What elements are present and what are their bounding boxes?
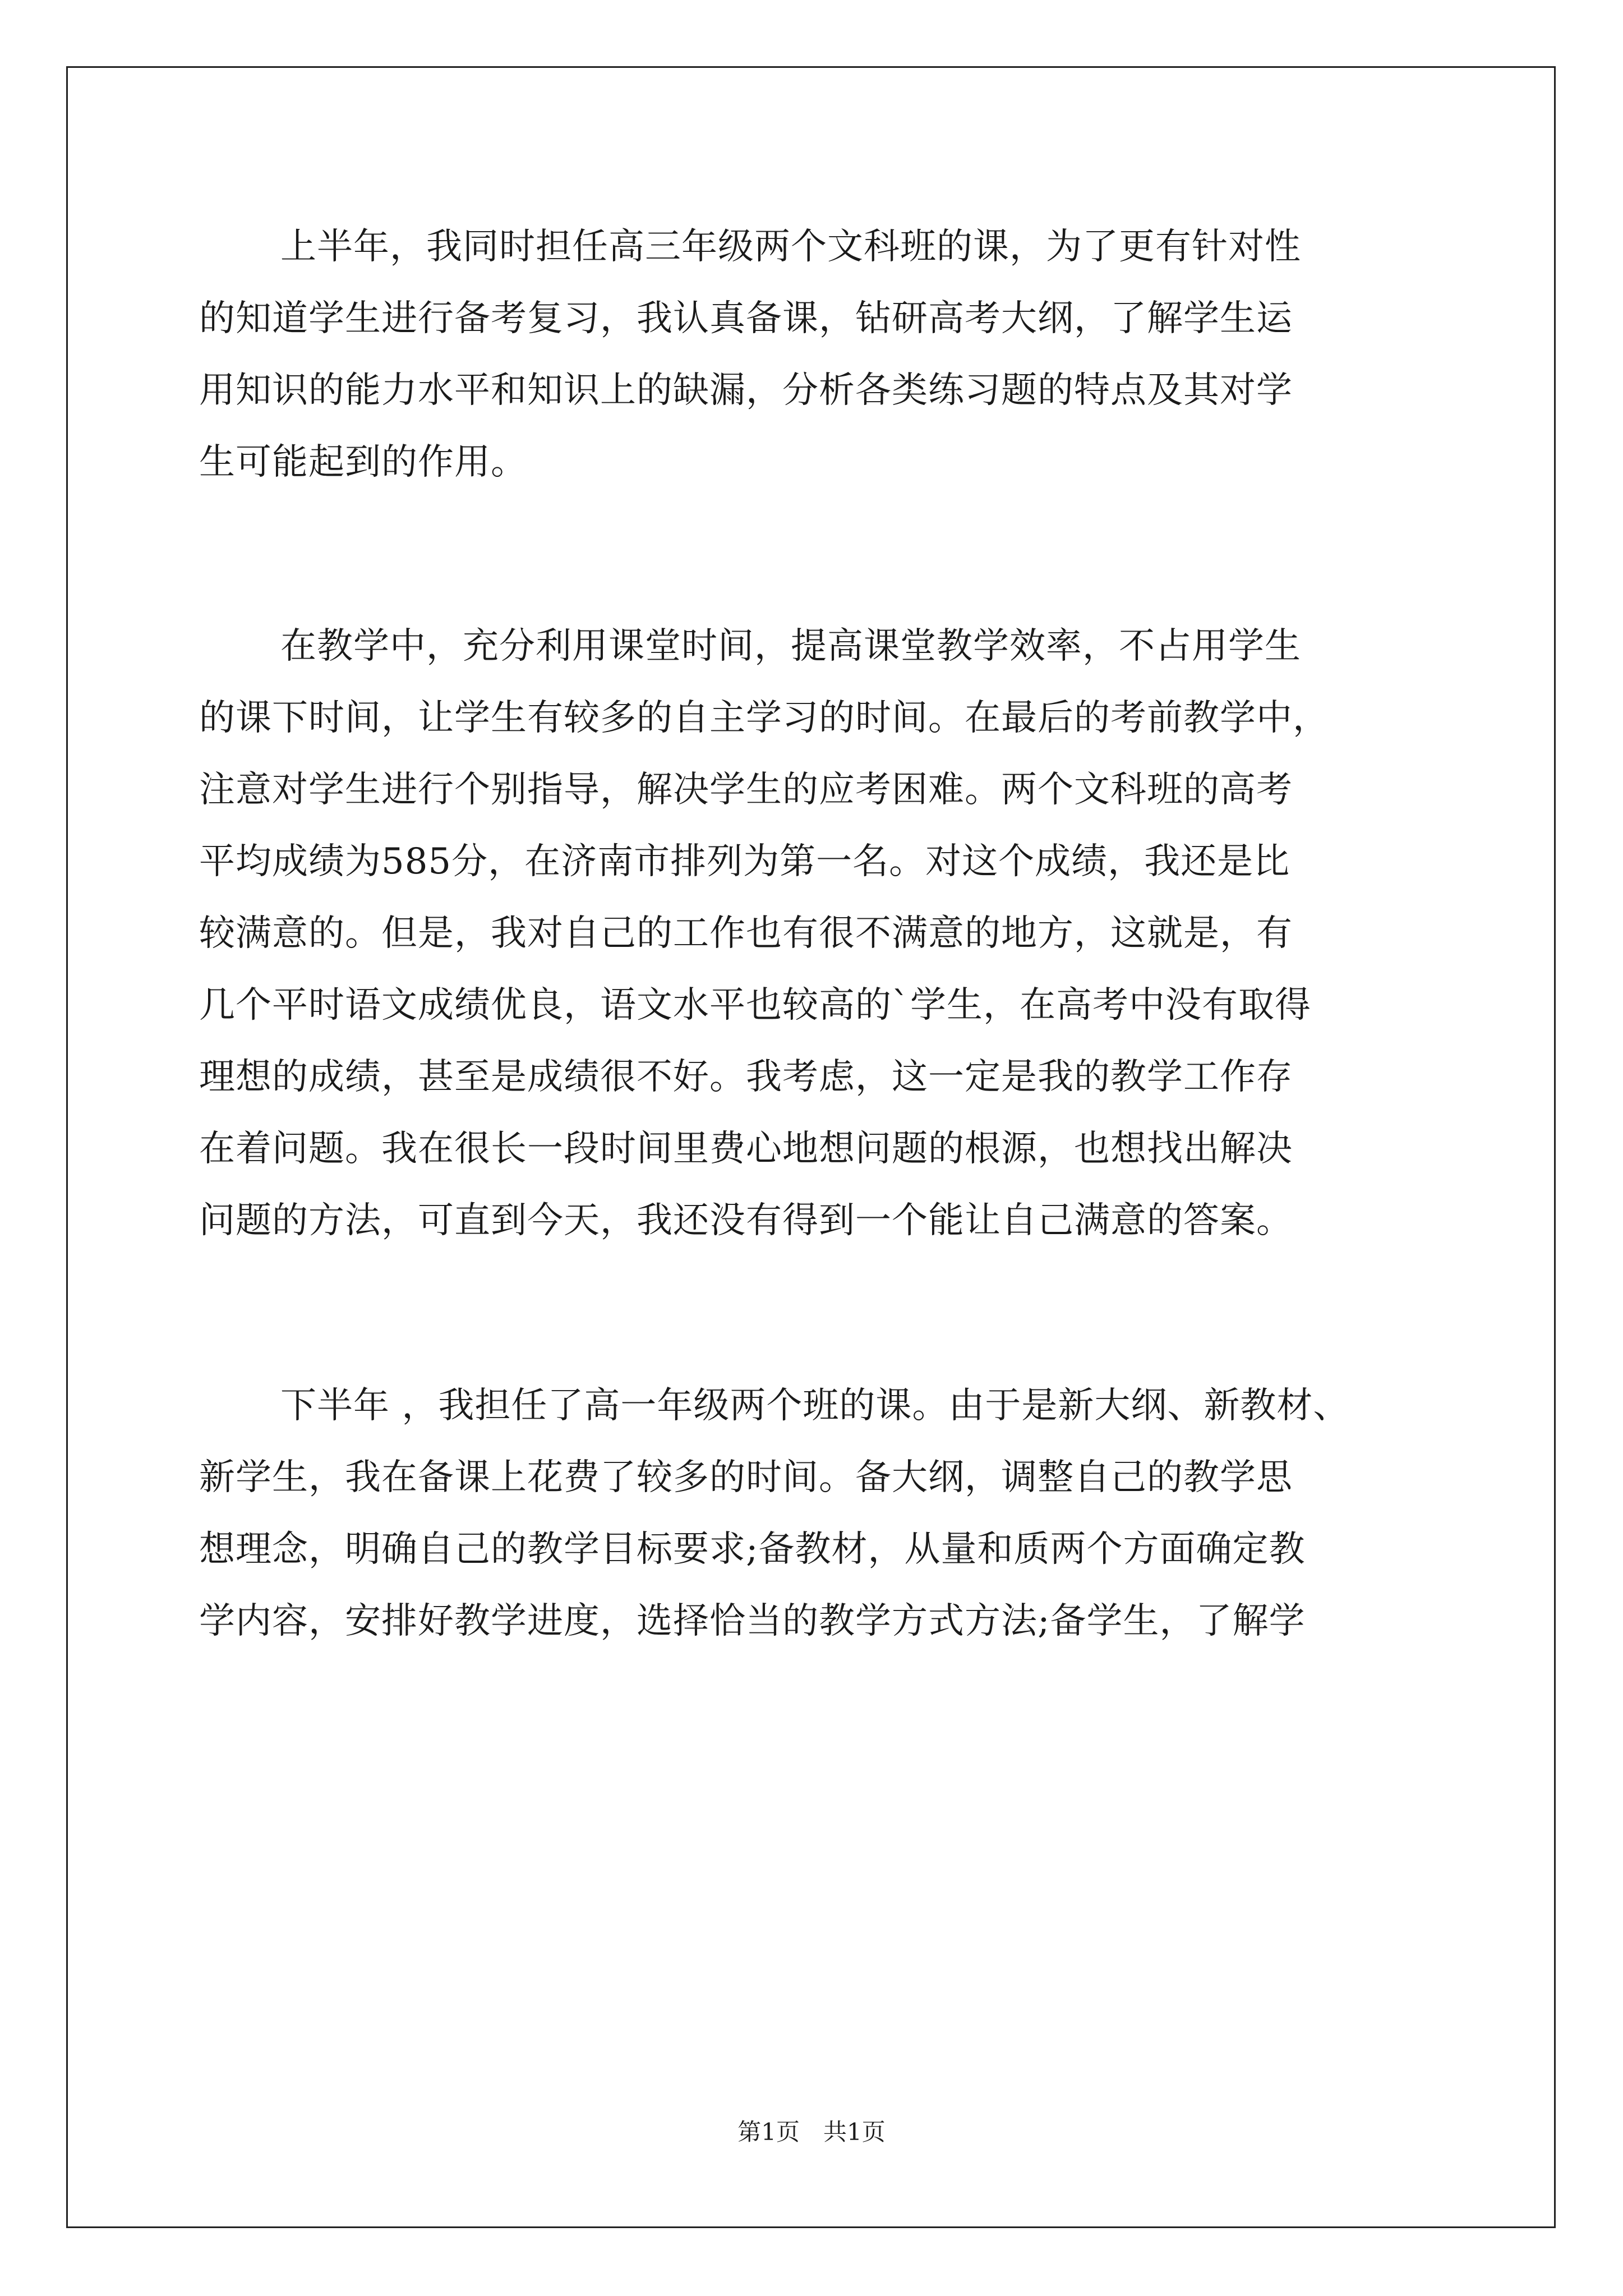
paragraph-3-line-3: 想理念，明确自己的教学目标要求;备教材，从量和质两个方面确定教 — [199, 1529, 1306, 1570]
paragraph-2-line-2: 的课下时间，让学生有较多的自主学习的时间。在最后的考前教学中， — [199, 697, 1329, 739]
paragraph-2-line-6: 几个平时语文成绩优良，语文水平也较高的`学生，在高考中没有取得 — [199, 984, 1311, 1026]
paragraph-3-line-2: 新学生，我在备课上花费了较多的时间。备大纲，调整自己的教学思 — [199, 1457, 1293, 1498]
paragraph-1-line-4: 生可能起到的作用。 — [199, 441, 527, 483]
paragraph-1-line-2: 的知道学生进行备考复习，我认真备课，钻研高考大纲，了解学生运 — [199, 298, 1293, 339]
paragraph-3-line-1: 下半年 ，我担任了高一年级两个班的课。由于是新大纲、新教材、 — [280, 1385, 1350, 1427]
paragraph-2-line-5: 较满意的。但是，我对自己的工作也有很不满意的地方，这就是，有 — [199, 913, 1293, 954]
paragraph-2-line-1: 在教学中，充分利用课堂时间，提高课堂教学效率，不占用学生 — [280, 625, 1301, 667]
paragraph-2-line-7: 理想的成绩，甚至是成绩很不好。我考虑，这一定是我的教学工作存 — [199, 1056, 1293, 1098]
paragraph-3-line-4: 学内容，安排好教学进度，选择恰当的教学方式方法;备学生，了解学 — [199, 1600, 1306, 1642]
paragraph-2-line-9: 问题的方法，可直到今天，我还没有得到一个能让自己满意的答案。 — [199, 1200, 1293, 1241]
paragraph-1-line-3: 用知识的能力水平和知识上的缺漏，分析各类练习题的特点及其对学 — [199, 370, 1293, 411]
paragraph-1-line-1: 上半年，我同时担任高三年级两个文科班的课，为了更有针对性 — [280, 226, 1301, 268]
paragraph-2-line-4: 平均成绩为585分，在济南市排列为第一名。对这个成绩，我还是比 — [199, 841, 1290, 882]
paragraph-2-line-8: 在着问题。我在很长一段时间里费心地想问题的根源，也想找出解决 — [199, 1128, 1293, 1170]
paragraph-2-line-3: 注意对学生进行个别指导，解决学生的应考困难。两个文科班的高考 — [199, 769, 1293, 811]
page-number-footer: 第1页 共1页 — [737, 2118, 886, 2146]
